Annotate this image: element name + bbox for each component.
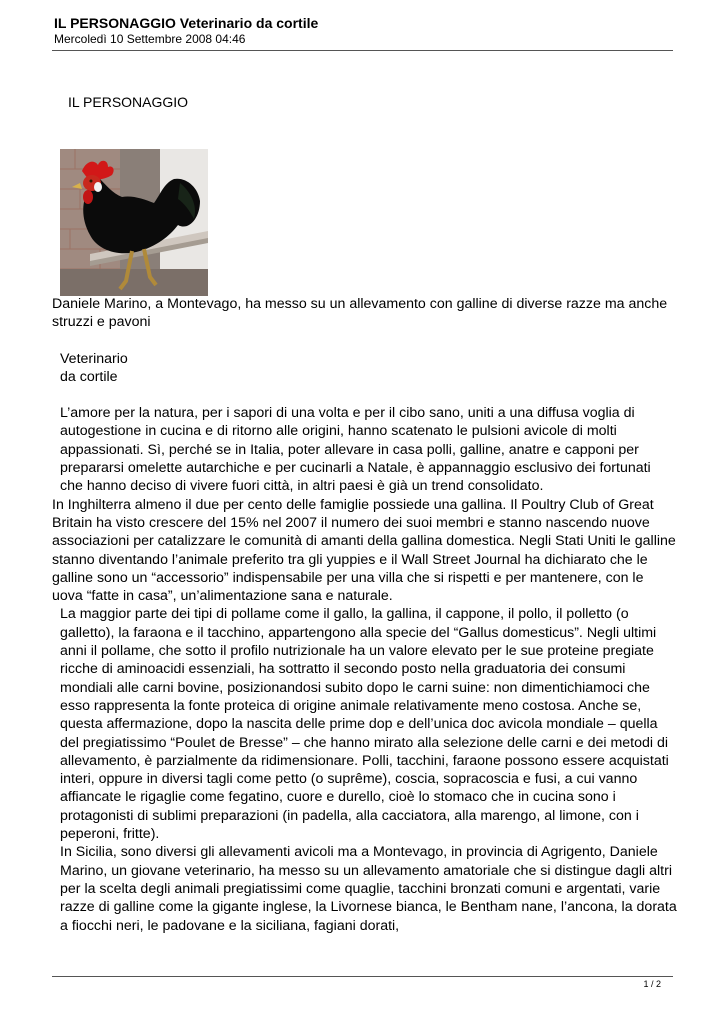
page-number: 1 / 2 [643, 979, 661, 989]
article-paragraph: La maggior parte dei tipi di pollame come il gallo, la gallina, il cappone, il pollo, il polletto (o galletto), la faraona e il tacchino, appartengono alla specie del “Gallus domesticus”. Negli ultimi anni il pollame, che sotto il profilo nutrizionale ha un valore elevato per le sue proteine pregiate ricche di aminoacidi essenziali, ha sottratto il secondo posto nella graduatoria dei consumi mondiali alle carni bovine, posizionandosi subito dopo le carni suine: non dimentichiamoci che esso rappresenta la fonte proteica di origine animale relativamente meno costosa. Anche se, questa affermazione, dopo la nascita delle prime dop e dell’unica doc avicola mondiale – quella del pregiatissimo “Poulet de Bresse” – che hanno mirato alla selezione delle carni e dei metodi di allevamento, è parzialmente da ridimensionare. Polli, tacchini, faraone possono essere acquistati interi, oppure in diversi tagli come petto (o suprême), coscia, sopracoscia e fusi, a cui vanno affiancate le rigaglie come fegatino, cuore e durello, cioè lo stomaco che in cucina sono i protagonisti di sublimi preparazioni (in padella, alla cacciatora, alla marengo, al limone, con i peperoni, fritte). [60, 606, 669, 843]
article-subtitle-line-1: Veterinario [60, 350, 128, 367]
rooster-photo [60, 149, 208, 296]
document-title: IL PERSONAGGIO Veterinario da cortile [54, 15, 319, 31]
article-subtitle-line-2: da cortile [60, 368, 118, 385]
article-heading: IL PERSONAGGIO [68, 94, 189, 110]
document-date: Mercoledì 10 Settembre 2008 04:46 [54, 32, 246, 46]
article-paragraph: In Inghilterra almeno il due per cento delle famiglie possiede una gallina. Il Poultry Club of Great Britain ha visto crescere del 15% nel 2007 il numero dei suoi membri e stanno nascendo nuove associazioni per catalizzare le comunità di amanti della gallina domestica. Negli Stati Uniti le galline stanno diventando l’animale preferito tra gli yuppies e il Wall Street Journal ha dichiarato che le galline sono un “accessorio” indispensabile per una villa che si rispetti e per mantenere, con le uova “fatte in casa”, un’alimentazione sana e naturale. [52, 496, 676, 605]
footer-divider [52, 976, 673, 977]
article-lead: Daniele Marino, a Montevago, ha messo su un allevamento con galline di diverse razze ma anche struzzi e pavoni [52, 296, 668, 331]
article-paragraph: L’amore per la natura, per i sapori di una volta e per il cibo sano, uniti a una diffusa voglia di autogestione in cucina e di ritorno alle origini, hanno scatenato le pulsioni avicole di molti appassionati. Sì, perché se in Italia, poter allevare in casa polli, galline, anatre e capponi per prepararsi omelette autarchiche e per cucinarli a Natale, è appannaggio esclusivo dei fortunati che hanno deciso di vivere fuori città, in altri paesi è già un trend consolidato. [60, 405, 651, 495]
article-body [52, 295, 677, 935]
header-divider [52, 50, 673, 51]
page-header [54, 15, 672, 47]
article-paragraph: In Sicilia, sono diversi gli allevamenti avicoli ma a Montevago, in provincia di Agrigento, Daniele Marino, un giovane veterinario, ha messo su un allevamento amatoriale che si distingue dagli altri per la scelta degli animali pregiatissimi come quaglie, tacchini bronzati comuni e argentati, varie razze di galline come la gigante inglese, la Livornese bianca, le Bentham nane, l’ancona, la dorata a fiocchi neri, le padovane e la siciliana, fagiani dorati, [60, 844, 677, 934]
